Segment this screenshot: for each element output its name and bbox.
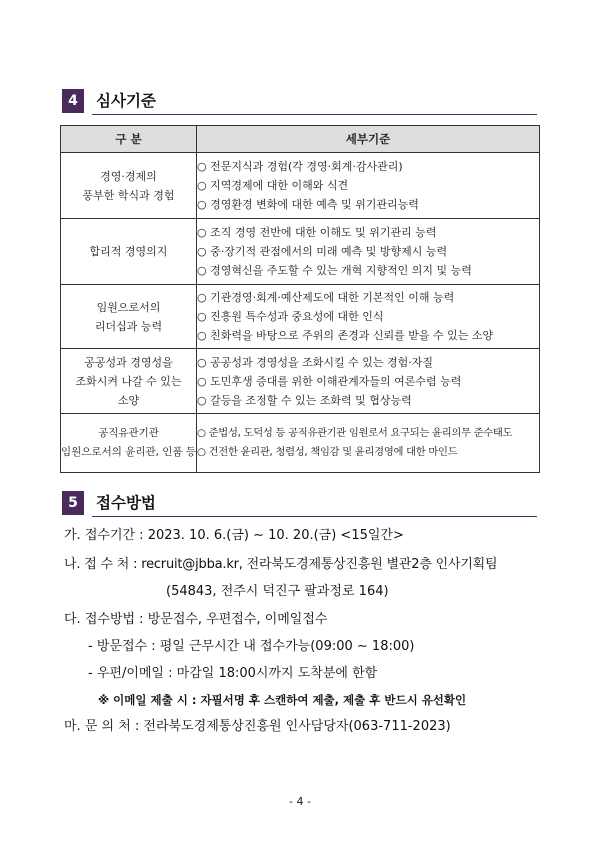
reception-mail: - 우편/이메일 : 마감일 18:00시까지 도착분에 한함 [88, 666, 378, 681]
row-category [61, 349, 197, 414]
row-category [61, 285, 197, 349]
detail-line: ○ 갈등을 조정할 수 있는 조화력 및 협상능력 [197, 393, 412, 407]
table-row [61, 414, 540, 473]
reception-address: (54843, 전주시 덕진구 팔과정로 164) [166, 584, 389, 599]
table-header-row [61, 126, 540, 153]
section-underline [92, 516, 537, 518]
category-line: 공공성과 경영성을 [84, 355, 173, 369]
row-details [197, 414, 540, 473]
detail-line: ○ 중·장기적 관점에서의 미래 예측 및 방향제시 능력 [197, 245, 448, 258]
row-details [197, 153, 540, 219]
header-category: 구 분 [61, 126, 197, 153]
table-row [61, 153, 540, 219]
detail-line: ○ 진흥원 특수성과 중요성에 대한 인식 [197, 310, 384, 323]
reception-place: 나. 접 수 처 : recruit@jbba.kr, 전라북도경제통상진흥원 별관2층 인사기획팀 [64, 557, 498, 572]
page-number: - 4 - [289, 795, 311, 808]
category-line: 합리적 경영의지 [89, 245, 168, 258]
section-number: 5 [62, 491, 84, 515]
section-underline [92, 114, 537, 116]
row-details [197, 349, 540, 414]
category-line: 경영·경제의 [100, 169, 157, 183]
header-details: 세부기준 [197, 126, 540, 153]
section-5-header [62, 491, 537, 515]
detail-line: ○ 지역경제에 대한 이해와 식견 [197, 179, 349, 192]
section-4-header [62, 89, 537, 113]
category-line: 풍부한 학식과 경험 [82, 188, 175, 202]
detail-line: ○ 조직 경영 전반에 대한 이해도 및 위기관리 능력 [197, 226, 437, 239]
section-number: 4 [62, 89, 84, 113]
category-line: 조화시켜 나갈 수 있는 [75, 374, 182, 388]
table-row [61, 219, 540, 285]
section-title: 접수방법 [96, 494, 156, 512]
detail-line: ○ 친화력을 바탕으로 주위의 존경과 신뢰를 받을 수 있는 소양 [197, 329, 494, 342]
category-line: 공직유관기관 [98, 427, 159, 439]
section-title: 심사기준 [96, 92, 156, 110]
detail-line: ○ 경영환경 변화에 대한 예측 및 위기관리능력 [197, 198, 419, 211]
row-category [61, 153, 197, 219]
row-details [197, 219, 540, 285]
row-category [61, 414, 197, 473]
category-line: 소양 [117, 393, 140, 407]
table-row [61, 285, 540, 349]
category-line: 리더십과 능력 [94, 319, 163, 333]
detail-line: ○ 경영혁신을 주도할 수 있는 개혁 지향적인 의지 및 능력 [197, 264, 472, 277]
criteria-table [60, 125, 540, 473]
row-details [197, 285, 540, 349]
detail-line: ○ 전문지식과 경험(각 경영·회계·감사관리) [197, 160, 403, 173]
category-line: 임원으로서의 윤리관, 인품 등 [61, 446, 197, 458]
detail-line: ○ 준법성, 도덕성 등 공직유관기관 임원로서 요구되는 윤리의무 준수태도 [197, 427, 513, 439]
detail-line: ○ 건전한 윤리관, 청렴성, 책임감 및 윤리경영에 대한 마인드 [197, 446, 458, 458]
row-category [61, 219, 197, 285]
inquiry-contact: 마. 문 의 처 : 전라북도경제통상진흥원 인사담당자(063-711-2023) [64, 719, 451, 734]
email-note: ※ 이메일 제출 시 : 자필서명 후 스캔하여 제출, 제출 후 반드시 유선확인 [98, 693, 467, 707]
reception-visit: - 방문접수 : 평일 근무시간 내 접수가능(09:00 ∼ 18:00) [88, 639, 415, 654]
reception-method: 다. 접수방법 : 방문접수, 우편접수, 이메일접수 [64, 612, 328, 627]
detail-line: ○ 도민후생 증대를 위한 이해관계자들의 여론수렴 능력 [197, 374, 462, 388]
detail-line: ○ 기관경영·회계·예산제도에 대한 기본적인 이해 능력 [197, 291, 455, 304]
detail-line: ○ 공공성과 경영성을 조화시킬 수 있는 경험·자질 [197, 355, 433, 369]
reception-period: 가. 접수기간 : 2023. 10. 6.(금) ∼ 10. 20.(금) <15일간> [64, 528, 404, 543]
table-row [61, 349, 540, 414]
category-line: 임원으로서의 [96, 300, 161, 314]
